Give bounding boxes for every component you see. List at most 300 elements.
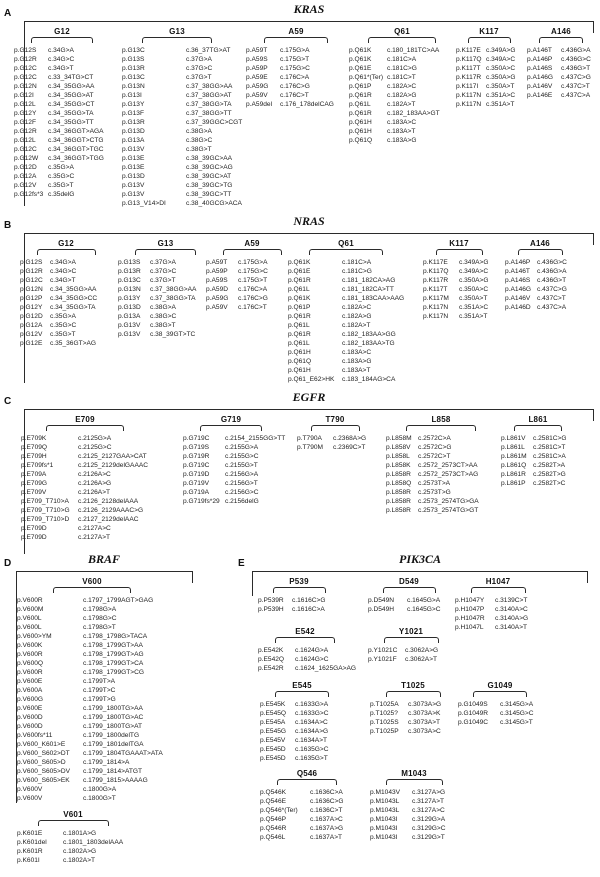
mutation-row [14, 46, 110, 55]
cdna-change: c.183_184AG>CA [342, 376, 396, 383]
mutation-row [349, 46, 455, 55]
protein-change: p.T1025S [370, 719, 399, 726]
cdna-change: c.1799_1800TG>AT [83, 723, 143, 730]
mutation-row [455, 623, 541, 632]
cdna-change: c.1634A>T [295, 737, 328, 744]
protein-change: p.V600V [17, 786, 43, 793]
mutation-row [122, 91, 232, 100]
cdna-change: c.3129G>T [412, 834, 445, 841]
protein-change: p.G719A [183, 489, 210, 496]
mutation-row [527, 46, 595, 55]
protein-change: p.G12E [20, 340, 43, 347]
cdna-change: c.34G>T [50, 277, 76, 284]
protein-change: p.A146P [527, 56, 553, 63]
cdna-change: c.437C>T [537, 295, 566, 302]
cdna-change: c.1624G>C [295, 656, 329, 663]
cdna-change: c.34_35GG>TT [48, 119, 94, 126]
codon-group-label: T1025 [401, 681, 425, 690]
mutation-row [122, 145, 232, 154]
protein-change: p.Q546P [260, 816, 287, 823]
protein-change: p.L858K [386, 462, 411, 469]
protein-change: p.G13_V14>DI [122, 200, 166, 207]
mutation-row [456, 82, 522, 91]
cdna-change: c.1799_1815>AAAAG [83, 777, 148, 784]
protein-change: p.G13D [118, 304, 141, 311]
cdna-change: c.1798_1799GT>CA [83, 660, 144, 667]
cdna-change: c.34_35GG>AA [48, 83, 95, 90]
cdna-change: c.183A>G [342, 358, 372, 365]
codon-group-label: E545 [292, 681, 312, 690]
codon-group-v601 [17, 810, 129, 865]
codon-group-label: Q546 [296, 769, 318, 778]
cdna-change: c.3129G>A [412, 816, 446, 823]
protein-change: p.Q61Q [288, 358, 312, 365]
mutation-row [118, 321, 213, 330]
cdna-change: c.175G>A [238, 259, 268, 266]
mutation-row [20, 339, 112, 348]
mutation-row [260, 833, 354, 842]
cdna-change: c.38_39GC>AT [186, 173, 232, 180]
protein-change: p.E709Q [21, 444, 48, 451]
protein-change: p.K117T [456, 65, 481, 72]
mutation-row [20, 321, 112, 330]
mutation-row [260, 788, 354, 797]
mutation-row [14, 55, 110, 64]
cdna-change: c.35_36GT>AG [50, 340, 96, 347]
protein-change: p.V600R [17, 669, 43, 676]
cdna-change: c.1635G>T [295, 755, 328, 762]
protein-change: p.Q546E [260, 798, 287, 805]
protein-change: p.Y1021C [368, 647, 398, 654]
codon-group-q546 [260, 769, 354, 842]
protein-change: p.Q61K [288, 259, 311, 266]
cdna-change: c.351A>T [459, 313, 488, 320]
mutation-row [370, 806, 458, 815]
mutation-row [122, 163, 232, 172]
mutation-row [349, 73, 455, 82]
mutation-row [183, 497, 279, 506]
mutation-row [20, 258, 112, 267]
cdna-change: c.182A>G [342, 313, 372, 320]
protein-change: p.M1043I [370, 834, 398, 841]
mutation-row [206, 303, 298, 312]
codon-group-g13 [118, 239, 213, 339]
protein-change: p.Q546R [260, 825, 287, 832]
mutation-row [260, 797, 354, 806]
mutation-row [505, 303, 575, 312]
codon-group-a146 [505, 239, 575, 312]
cdna-change: c.34_36GGT>TGG [48, 155, 104, 162]
protein-change: p.G13Y [122, 101, 145, 108]
mutation-row [21, 479, 149, 488]
cdna-change: c.181C>A [387, 56, 417, 63]
protein-change: p.Q61R [349, 92, 372, 99]
protein-change: p.Q61E [288, 268, 311, 275]
mutation-row [258, 646, 352, 655]
cdna-change: c.37G>C [150, 268, 177, 275]
protein-change: p.P539H [258, 606, 284, 613]
protein-change: p.L858R [386, 507, 411, 514]
codon-group-g13 [122, 27, 243, 208]
protein-change: p.Q61H [349, 128, 372, 135]
mutation-row [122, 118, 243, 127]
protein-change: p.G12R [14, 56, 37, 63]
codon-group-label: A146 [530, 239, 550, 248]
codon-group-k117 [456, 27, 522, 109]
mutation-row [17, 829, 129, 838]
protein-change: p.G719R [183, 453, 210, 460]
mutation-row [386, 443, 496, 452]
mutation-row [258, 664, 357, 673]
protein-change: p.G13R [122, 119, 145, 126]
cdna-change: c.37_39GGC>CGT [186, 119, 243, 126]
cdna-change: c.351A>T [486, 101, 515, 108]
mutation-row [21, 515, 149, 524]
codon-group-bracket [264, 37, 328, 43]
cdna-change: c.176_178delCAG [280, 101, 334, 108]
mutation-row [122, 82, 232, 91]
mutation-row [501, 479, 575, 488]
protein-change: p.H1047Y [455, 597, 485, 604]
cdna-change: c.350A>G [486, 74, 516, 81]
codon-group-label: G12 [58, 239, 74, 248]
mutation-row [288, 294, 404, 303]
codon-group-label: K117 [449, 239, 469, 248]
codon-group-bracket [275, 691, 329, 697]
mutation-row [17, 605, 167, 614]
protein-change: p.V600V [17, 795, 43, 802]
protein-change: p.Q61R [288, 331, 311, 338]
protein-change: p.E542K [258, 647, 284, 654]
cdna-change: c.181_183CAA>AAG [342, 295, 405, 302]
gene-bracket-kras [24, 21, 594, 22]
codon-group-label: E709 [75, 415, 95, 424]
protein-change: p.G13V [122, 191, 145, 198]
protein-change: p.G12L [14, 101, 36, 108]
mutation-row [349, 136, 455, 145]
codon-group-y1021 [368, 627, 454, 664]
mutation-row [17, 686, 167, 695]
protein-change: p.E545G [260, 728, 287, 735]
cdna-change: c.1802A>T [63, 857, 96, 864]
mutation-row [183, 470, 279, 479]
codon-group-l858 [386, 415, 496, 515]
cdna-change: c.437C>T [561, 83, 590, 90]
protein-change: p.G13N [122, 83, 145, 90]
mutation-row [118, 303, 213, 312]
mutation-row [206, 276, 298, 285]
gene-bracket-right-arm [593, 233, 594, 245]
protein-change: p.K117E [456, 47, 481, 54]
mutation-row [246, 46, 346, 55]
codon-group-m1043 [370, 769, 458, 842]
protein-change: p.K117M [423, 295, 449, 302]
protein-change: p.Q61P [349, 83, 372, 90]
cdna-change: c.2572C>T [418, 453, 451, 460]
codon-group-bracket [436, 249, 483, 255]
mutation-row [349, 109, 455, 118]
codon-group-bracket [406, 425, 476, 431]
protein-change: p.G13V [118, 331, 141, 338]
cdna-change: c.38G>T [186, 146, 212, 153]
cdna-change: c.175G>C [280, 65, 310, 72]
mutation-row [17, 740, 167, 749]
cdna-change: c.182A>C [387, 83, 417, 90]
cdna-change: c.2127A>T [78, 534, 111, 541]
codon-group-label: E542 [295, 627, 315, 636]
mutation-row [118, 267, 213, 276]
mutation-row [501, 452, 575, 461]
mutation-row [17, 767, 167, 776]
protein-change: p.E709_T710>G [21, 507, 70, 514]
codon-group-bracket [135, 249, 196, 255]
mutation-row [260, 700, 344, 709]
protein-change: p.V600R [17, 597, 43, 604]
mutation-row [14, 109, 110, 118]
cdna-change: c.2582T>C [533, 480, 566, 487]
cdna-change: c.35G>A [50, 313, 76, 320]
protein-change: p.G12N [20, 286, 43, 293]
mutation-row [14, 100, 110, 109]
mutation-row [20, 303, 112, 312]
mutation-row [370, 727, 456, 736]
protein-change: p.L861P [501, 480, 526, 487]
codon-group-a146 [527, 27, 595, 100]
protein-change: p.G13S [122, 56, 145, 63]
cdna-change: c.34G>C [50, 268, 77, 275]
protein-change: p.G13S [118, 259, 141, 266]
cdna-change: c.1799_1800TG>AC [83, 714, 144, 721]
cdna-change: c.175G>T [238, 277, 268, 284]
protein-change: p.K117N [456, 92, 482, 99]
mutation-row [260, 815, 354, 824]
mutation-row [456, 100, 522, 109]
cdna-change: c.37G>T [186, 74, 212, 81]
protein-change: p.K601R [17, 848, 43, 855]
mutation-row [21, 524, 149, 533]
gene-title-kras: KRAS [293, 2, 325, 16]
cdna-change: c.35G>C [48, 173, 75, 180]
codon-group-p539 [258, 577, 340, 614]
protein-change: p.G13R [118, 268, 141, 275]
codon-group-q61 [349, 27, 455, 145]
cdna-change: c.2369C>T [333, 444, 366, 451]
mutation-row [260, 806, 354, 815]
protein-change: p.K117R [456, 74, 482, 81]
cdna-change: c.38_39GC>AA [186, 155, 233, 162]
cdna-change: c.350A>G [459, 277, 489, 284]
cdna-change: c.2582T>A [533, 462, 566, 469]
cdna-change: c.2126_2128delAAA [78, 498, 139, 505]
mutation-row [349, 127, 455, 136]
protein-change: p.L861L [501, 444, 525, 451]
cdna-change: c.1798G>A [83, 606, 117, 613]
cdna-change: c.2126A>T [78, 489, 111, 496]
cdna-change: c.1800G>A [83, 786, 117, 793]
protein-change: p.H1047P [455, 606, 485, 613]
cdna-change: c.37G>A [150, 259, 176, 266]
protein-change: p.E545D [260, 755, 286, 762]
cdna-change: c.3073A>G [408, 701, 442, 708]
protein-change: p.A146S [505, 277, 531, 284]
panel-letter-d: D [4, 558, 12, 569]
gene-bracket-braf [16, 571, 193, 572]
mutation-row [456, 91, 522, 100]
mutation-row [183, 443, 279, 452]
mutation-row [423, 294, 495, 303]
cdna-change: c.2125G>A [78, 435, 112, 442]
mutation-row [260, 709, 344, 718]
panel-letter-a: A [4, 8, 12, 19]
mutation-row [368, 596, 450, 605]
mutation-row [258, 605, 340, 614]
protein-change: p.G13I [122, 92, 142, 99]
protein-change: p.G12W [14, 155, 39, 162]
mutation-row [122, 199, 242, 208]
protein-change: p.M1043I [370, 816, 398, 823]
cdna-change: c.34G>T [48, 65, 74, 72]
protein-change: p.V600_S605>EK [17, 777, 70, 784]
mutation-row [349, 91, 455, 100]
mutation-row [21, 434, 149, 443]
protein-change: p.A59V [206, 304, 228, 311]
cdna-change: c.3062A>T [405, 656, 438, 663]
protein-change: p.A59G [246, 83, 269, 90]
codon-group-label: A59 [288, 27, 304, 36]
mutation-row [118, 294, 213, 303]
mutation-row [14, 82, 110, 91]
codon-group-label: T790 [325, 415, 345, 424]
codon-group-g12 [14, 27, 110, 199]
cdna-change: c.181C>T [387, 74, 416, 81]
mutation-row [17, 623, 167, 632]
protein-change: p.G12Y [14, 110, 37, 117]
cdna-change: c.350A>T [486, 83, 515, 90]
mutation-row [368, 655, 454, 664]
cdna-change: c.437C>A [537, 304, 567, 311]
cdna-change: c.3139C>T [495, 597, 528, 604]
protein-change: p.E545D [260, 746, 286, 753]
protein-change: p.K117N [423, 313, 449, 320]
cdna-change: c.2126A>C [78, 471, 111, 478]
cdna-change: c.350A>C [486, 65, 516, 72]
protein-change: p.K117I [456, 83, 479, 90]
protein-change: p.A59T [246, 47, 268, 54]
protein-change: p.G719C [183, 435, 210, 442]
protein-change: p.E542R [258, 665, 284, 672]
protein-change: p.L858R [386, 489, 411, 496]
cdna-change: c.37G>T [150, 277, 176, 284]
mutation-row [386, 497, 496, 506]
mutation-row [349, 82, 455, 91]
cdna-change: c.183A>T [387, 128, 416, 135]
cdna-change: c.34G>A [50, 259, 76, 266]
protein-change: p.T790A [297, 435, 322, 442]
protein-change: p.L858R [386, 498, 411, 505]
cdna-change: c.38G>A [150, 304, 176, 311]
cdna-change: c.2581C>T [533, 444, 566, 451]
mutation-row [349, 55, 455, 64]
cdna-change: c.2582T>G [533, 471, 566, 478]
mutation-row [288, 375, 404, 384]
cdna-change: c.37G>A [186, 56, 212, 63]
cdna-change: c.176C>G [280, 83, 310, 90]
protein-change: p.G13C [122, 47, 145, 54]
mutation-row [246, 82, 346, 91]
mutation-row [505, 267, 575, 276]
mutation-row [183, 479, 279, 488]
mutation-row [17, 704, 167, 713]
cdna-change: c.1637A>G [310, 825, 344, 832]
protein-change: p.Q61E [349, 65, 372, 72]
protein-change: p.Q546K [260, 789, 287, 796]
cdna-change: c.1798_1798G>TACA [83, 633, 148, 640]
cdna-change: c.176C>T [238, 304, 267, 311]
cdna-change: c.2573_2574TG>GT [418, 507, 479, 514]
mutation-row [370, 797, 458, 806]
codon-group-label: L858 [431, 415, 451, 424]
cdna-change: c.3140A>C [495, 606, 528, 613]
cdna-change: c.175G>C [238, 268, 268, 275]
cdna-change: c.181C>G [342, 268, 372, 275]
protein-change: p.G12P [20, 295, 43, 302]
cdna-change: c.34_35GG>CT [48, 101, 95, 108]
mutation-row [14, 145, 110, 154]
mutation-row [122, 73, 232, 82]
mutation-row [21, 443, 149, 452]
protein-change: p.K117N [456, 101, 482, 108]
cdna-change: c.34G>C [48, 56, 75, 63]
cdna-change: c.37G>C [186, 65, 213, 72]
mutation-row [14, 154, 110, 163]
codon-group-bracket [473, 691, 527, 697]
codon-group-bracket [386, 691, 441, 697]
cdna-change: c.35G>A [48, 164, 74, 171]
protein-change: p.K117E [423, 259, 448, 266]
cdna-change: c.1798_1799GT>CG [83, 669, 145, 676]
codon-group-g719 [183, 415, 286, 506]
cdna-change: c.38_40GCG>ACA [186, 200, 242, 207]
mutation-row [288, 276, 404, 285]
protein-change: p.M1043I [370, 825, 398, 832]
mutation-row [122, 172, 232, 181]
protein-change: p.A146V [505, 295, 531, 302]
protein-change: p.G719V [183, 480, 210, 487]
cdna-change: c.1799_1814>A [83, 759, 130, 766]
gene-bracket-right-arm [587, 571, 588, 583]
gene-bracket-nras [24, 233, 594, 234]
codon-group-e542 [258, 627, 357, 673]
cdna-change: c.2573T>A [418, 480, 451, 487]
protein-change: p.Q546*(Ter) [260, 807, 298, 814]
mutation-row [206, 294, 298, 303]
cdna-change: c.1802A>G [63, 848, 97, 855]
cdna-change: c.3127A>C [412, 807, 445, 814]
mutation-row [458, 700, 542, 709]
cdna-change: c.436G>C [561, 56, 591, 63]
protein-change: p.V600G [17, 696, 44, 703]
protein-change: p.G13V [122, 182, 145, 189]
mutation-row [183, 434, 286, 443]
codon-group-bracket [386, 779, 443, 785]
mutation-row [14, 136, 110, 145]
cdna-change: c.35G>C [50, 322, 77, 329]
cdna-change: c.1633G>A [295, 701, 329, 708]
protein-change: p.G12V [14, 182, 37, 189]
protein-change: p.V600K [17, 642, 43, 649]
cdna-change: c.175G>T [280, 56, 310, 63]
cdna-change: c.34_35GG>CC [50, 295, 98, 302]
